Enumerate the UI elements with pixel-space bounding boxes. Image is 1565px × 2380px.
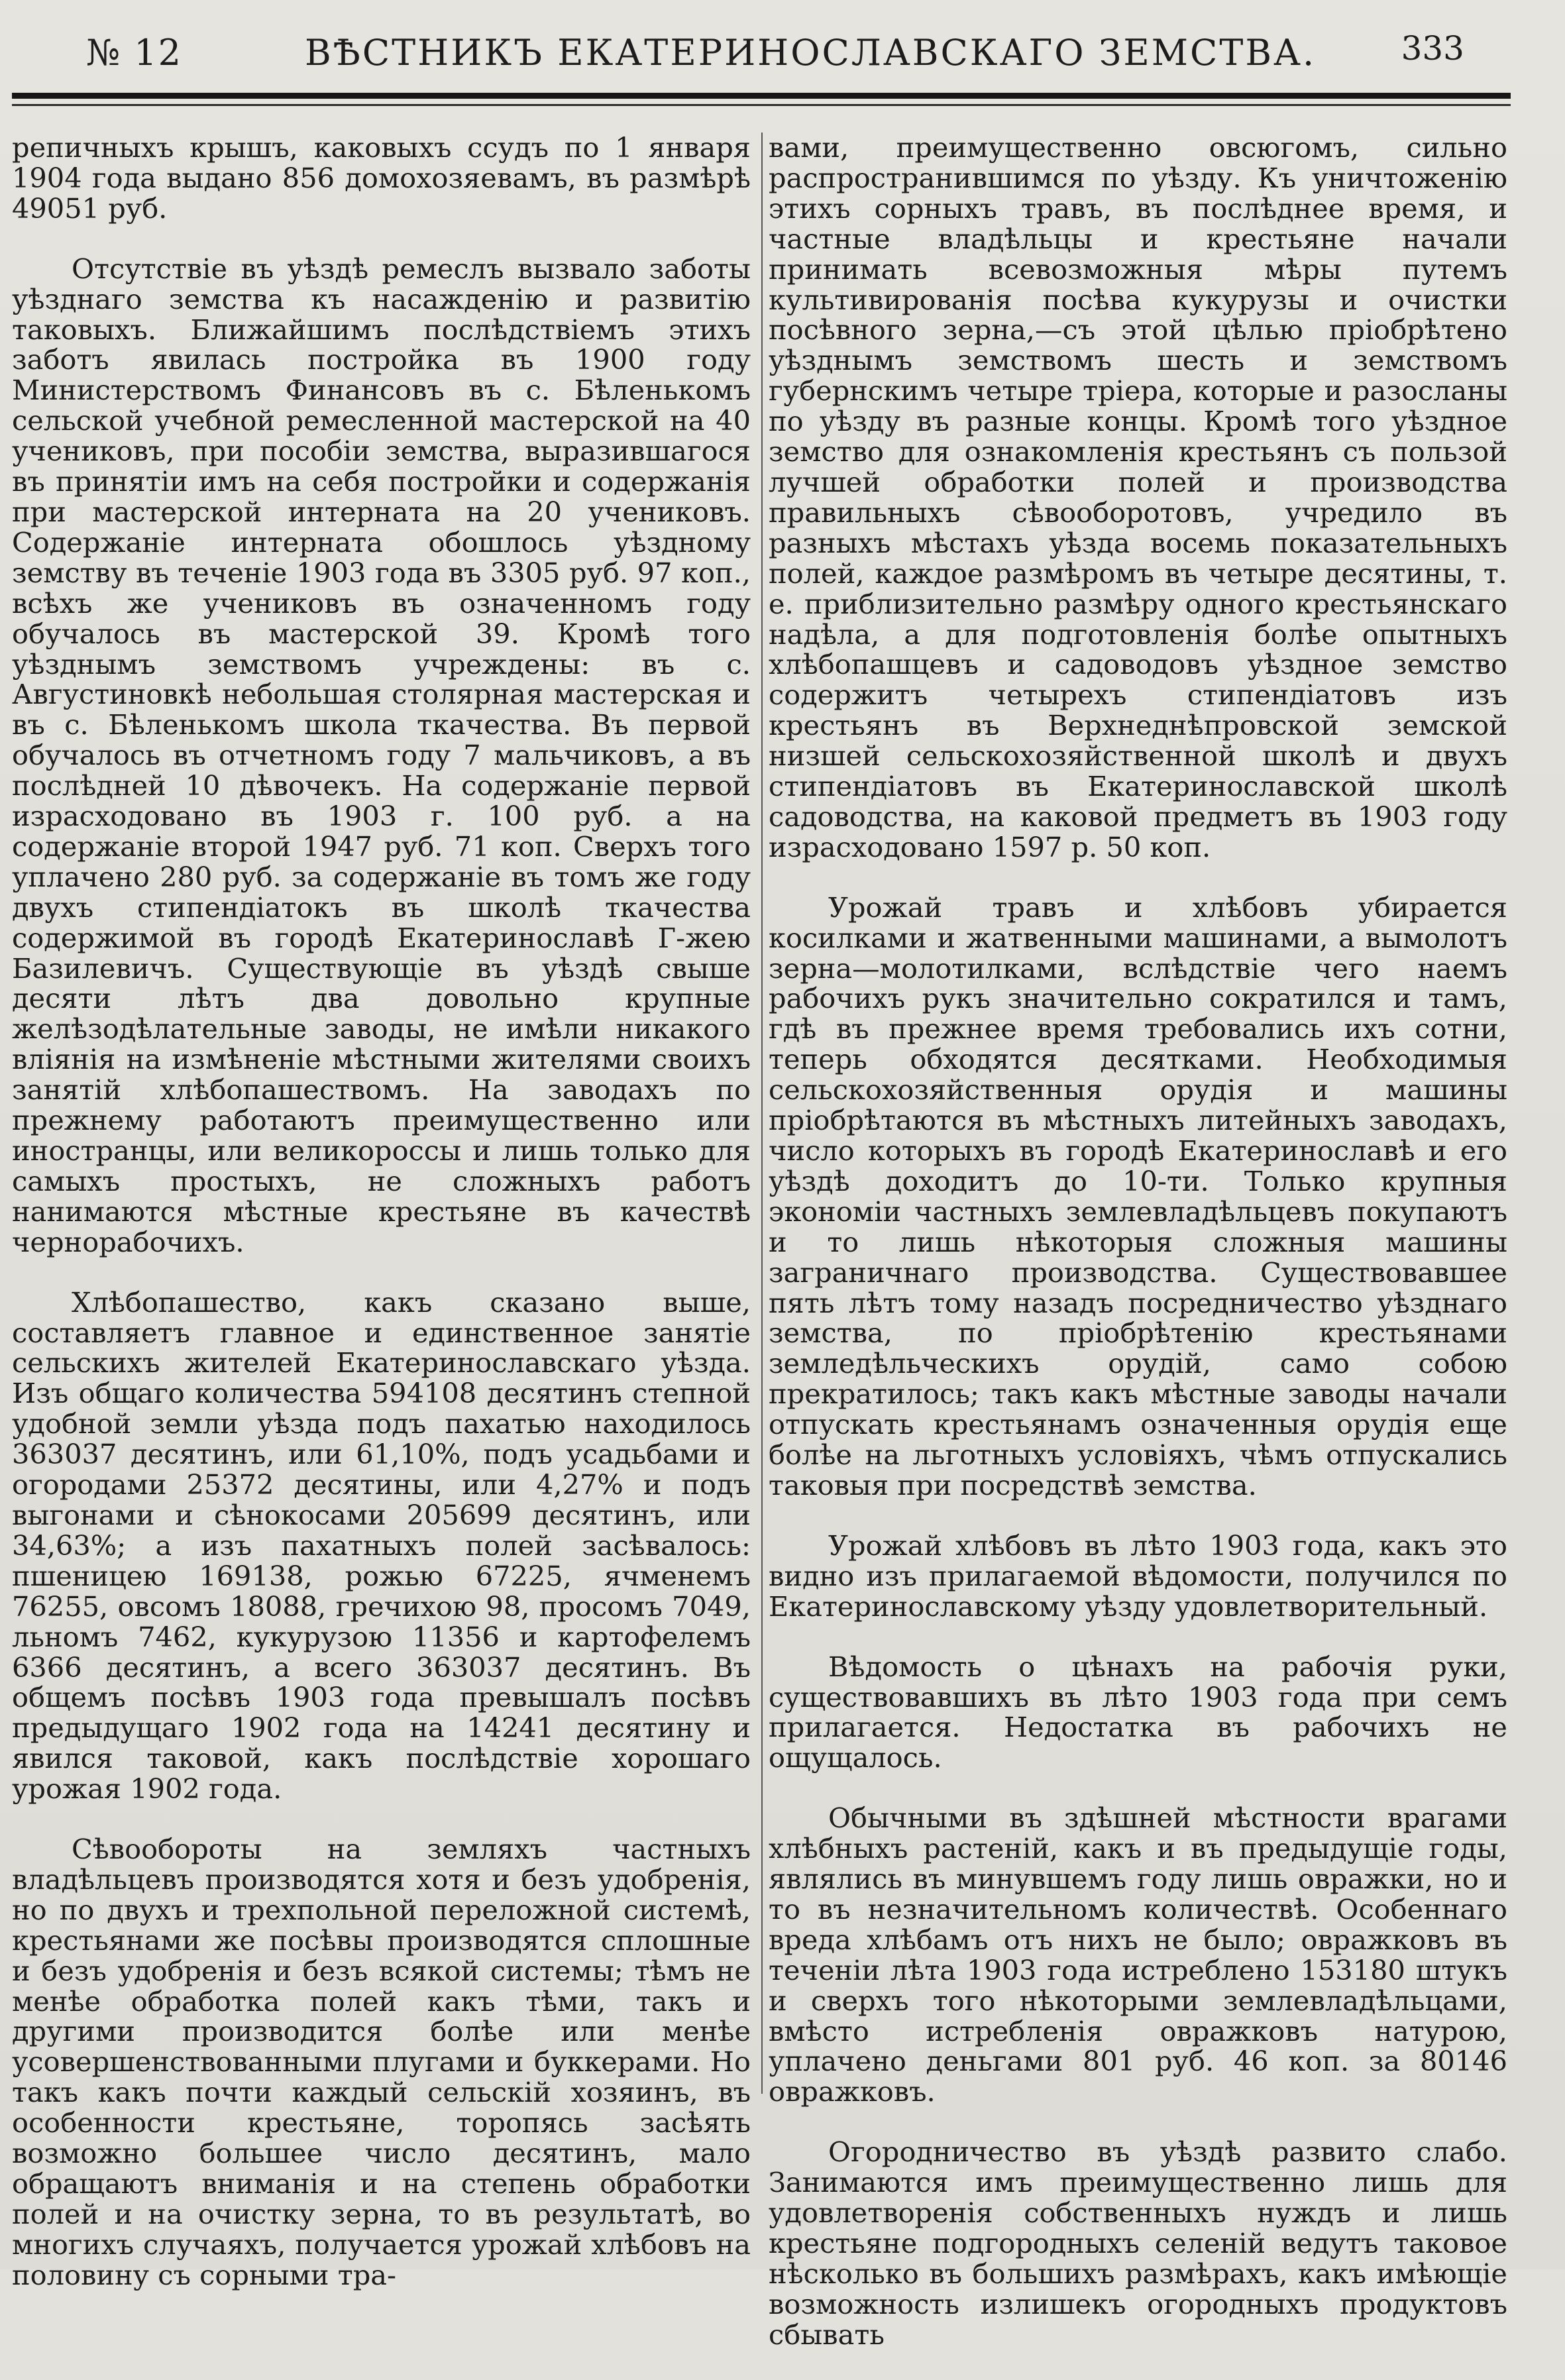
paragraph: Обычными въ здѣшней мѣстности врагами хлѣбныхъ растеній, какъ и въ предыдущіе годы, являлись въ минувшемъ году лишь овражки, но и то въ незначительномъ количествѣ. Особеннаго вреда хлѣбамъ отъ нихъ не было; овражковъ въ теченіи лѣта 1903 года истреблено 153180 штукъ и сверхъ того нѣкоторыми землевладѣльцами, вмѣсто истребленія овражковъ натурою, уплачено деньгами 801 руб. 46 коп. за 80146 овражковъ. (769, 1802, 1507, 2108)
paragraph: Хлѣбопашество, какъ сказано выше, составляетъ главное и единственное занятіе сельскихъ жителей Екатеринославскаго уѣзда. Изъ общаго количества 594108 десятинъ степной удобной земли уѣзда подъ пахатью находилось 363037 десятинъ, или 61,10%, подъ усадьбами и огородами 25372 десятины, или 4,27% и подъ выгонами и сѣнокосами 205699 десятинъ, или 34,63%; а изъ пахатныхъ полей засѣвалось: пшеницею 169138, рожью 67225, ячменемъ 76255, овсомъ 18088, гречихою 98, просомъ 7049, льномъ 7462, кукурузою 11356 и картофелемъ 6366 десятинъ, а всего 363037 десятинъ. Въ общемъ посѣвъ 1903 года превышалъ посѣвъ предыдущаго 1902 года на 14241 десятину и явился таковой, какъ послѣдствіе хорошаго урожая 1902 года. (12, 1285, 751, 1806)
paragraph: вами, преимущественно овсюгомъ, сильно распространившимся по уѣзду. Къ уничтоженію этихъ сорныхъ травъ, въ послѣднее время, и частные владѣльцы и крестьяне начали принимать всевозможныя мѣры путемъ культивированія посѣва кукурузы и очистки посѣвного зерна,—съ этой цѣлью пріобрѣтено уѣзднымъ земствомъ шесть и земствомъ губернскимъ четыре тріера, которые и разосланы по уѣзду въ разные концы. Кромѣ того уѣздное земство для ознакомленія крестьянъ съ пользой лучшей обработки полей и производства правильныхъ сѣвооборотовъ, учредило въ разныхъ мѣстахъ уѣзда восемь показательныхъ полей, каждое размѣромъ въ четыре десятины, т. е. приблизительно размѣру одного крестьянскаго надѣла, а для подготовленія болѣе опытныхъ хлѣбопашцевъ и садоводовъ уѣздное земство содержитъ четырехъ стипендіатовъ изъ крестьянъ въ Верхнеднѣпровской земской низшей сельскохозяйственной школѣ и двухъ стипендіатовъ въ Екатеринославской школѣ садоводства, на каковой предметъ въ 1903 году израсходовано 1597 р. 50 коп. (769, 131, 1507, 863)
paragraph: Отсутствіе въ уѣздѣ ремеслъ вызвало заботы уѣзднаго земства къ насажденію и развитію таковыхъ. Ближайшимъ послѣдствіемъ этихъ заботъ явилась постройка въ 1900 году Министерствомъ Финансовъ въ с. Бѣленькомъ сельской учебной ремесленной мастерской на 40 учениковъ, при пособіи земства, выразившагося въ принятіи имъ на себя постройки и содержанія при мастерской интерната на 20 учениковъ. Содержаніе интерната обошлось уѣздному земству въ теченіе 1903 года въ 3305 руб. 97 коп., всѣхъ же учениковъ въ означенномъ году обучалось въ мастерской 39. Кромѣ того уѣзднымъ земствомъ учреждены: въ с. Августиновкѣ небольшая столярная мастерская и въ с. Бѣленькомъ школа ткачества. Въ первой обучалось въ отчетномъ году 7 мальчиковъ, а въ послѣдней 10 дѣвочекъ. На содержаніе первой израсходовано въ 1903 г. 100 руб. а на содержаніе второй 1947 руб. 71 коп. Сверхъ того уплачено 280 руб. за содержаніе въ томъ же году двухъ стипендіатокъ въ школѣ ткачества содержимой въ городѣ Екатеринославѣ Г-жею Базилевичъ. Существующіе въ уѣздѣ свыше десяти лѣтъ два довольно крупные желѣзодѣлательные заводы, не имѣли никакого вліянія на измѣненіе мѣстными жителями своихъ занятій хлѣбопашествомъ. На заводахъ по прежнему работаютъ преимущественно или иностранцы, или великороссы и лишь только для самыхъ простыхъ, не сложныхъ работъ нанимаются мѣстные крестьяне въ качествѣ чернорабочихъ. (12, 252, 751, 1258)
page-number: 333 (1401, 29, 1464, 68)
paragraph: Урожай хлѣбовъ въ лѣто 1903 года, какъ это видно изъ прилагаемой вѣдомости, получился по Екатеринославскому уѣзду удовлетворительный. (769, 1529, 1507, 1623)
page-header (86, 29, 1464, 78)
header-rule-thin (12, 104, 1511, 106)
paragraph: Урожай травъ и хлѣбовъ убирается косилками и жатвенными машинами, а вымолотъ зерна—молотилками, вслѣдствіе чего наемъ рабочихъ рукъ значительно сократился и тамъ, гдѣ въ прежнее время требовались ихъ сотни, теперь обходятся десятками. Необходимыя сельскохозяйственныя орудія и машины пріобрѣтаются въ мѣстныхъ литейныхъ заводахъ, число которыхъ въ городѣ Екатеринославѣ и его уѣздѣ доходитъ до 10-ти. Только крупныя экономіи частныхъ землевладѣльцевъ покупаютъ и то лишь нѣкоторыя сложныя машины заграничнаго производства. Существовавшее пять лѣтъ тому назадъ посредничество уѣзднаго земства, по пріобрѣтенію крестьянами земледѣльческихъ орудій, само собою прекратилось; такъ какъ мѣстные заводы начали отпускать крестьянамъ означенныя орудія еще болѣе на льготныхъ условіяхъ, чѣмъ отпускались таковыя при посредствѣ земства. (769, 891, 1507, 1501)
left-column (12, 133, 751, 2320)
header-rule-thick (12, 93, 1511, 99)
paragraph: Вѣдомость о цѣнахъ на рабочія руки, существовавшихъ въ лѣто 1903 года при семъ прилагается. Недостатка въ рабочихъ не ощущалось. (769, 1650, 1507, 1774)
paragraph: Огородничество въ уѣздѣ развито слабо. Занимаются имъ преимущественно лишь для удовлетворенія собственныхъ нуждъ и лишь крестьяне подгородныхъ селеній ведутъ таковое нѣсколько въ большихъ размѣрахъ, какъ имѣющіе возможность излишекъ огородныхъ продуктовъ сбывать (769, 2136, 1507, 2351)
paragraph: репичныхъ крышъ, каковыхъ ссудъ по 1 января 1904 года выдано 856 домохозяевамъ, въ размѣрѣ 49051 руб. (12, 131, 751, 225)
paragraph: Сѣвообороты на земляхъ частныхъ владѣльцевъ производятся хотя и безъ удобренія, но по двухъ и трехпольной переложной системѣ, крестьянами же посѣвы производятся сплошные и безъ удобренія и безъ всякой системы; тѣмъ не менѣе обработка полей какъ тѣми, такъ и другими производится болѣе или менѣе усовершенствованными плугами и буккерами. Но такъ какъ почти каждый сельскій хозяинъ, въ особенности крестьяне, торопясь засѣять возможно большее число десятинъ, мало обращаютъ вниманія и на степень обработки полей и на очистку зерна, то въ результатѣ, во многихъ случаяхъ, получается урожай хлѣбовъ на половину съ сорными тра- (12, 1833, 751, 2291)
publication-title: ВѢСТНИКЪ ЕКАТЕРИНОСЛАВСКАГО ЗЕМСТВА. (305, 32, 1317, 74)
column-divider (761, 133, 763, 2094)
issue-number: № 12 (86, 32, 182, 74)
right-column (769, 133, 1507, 2380)
